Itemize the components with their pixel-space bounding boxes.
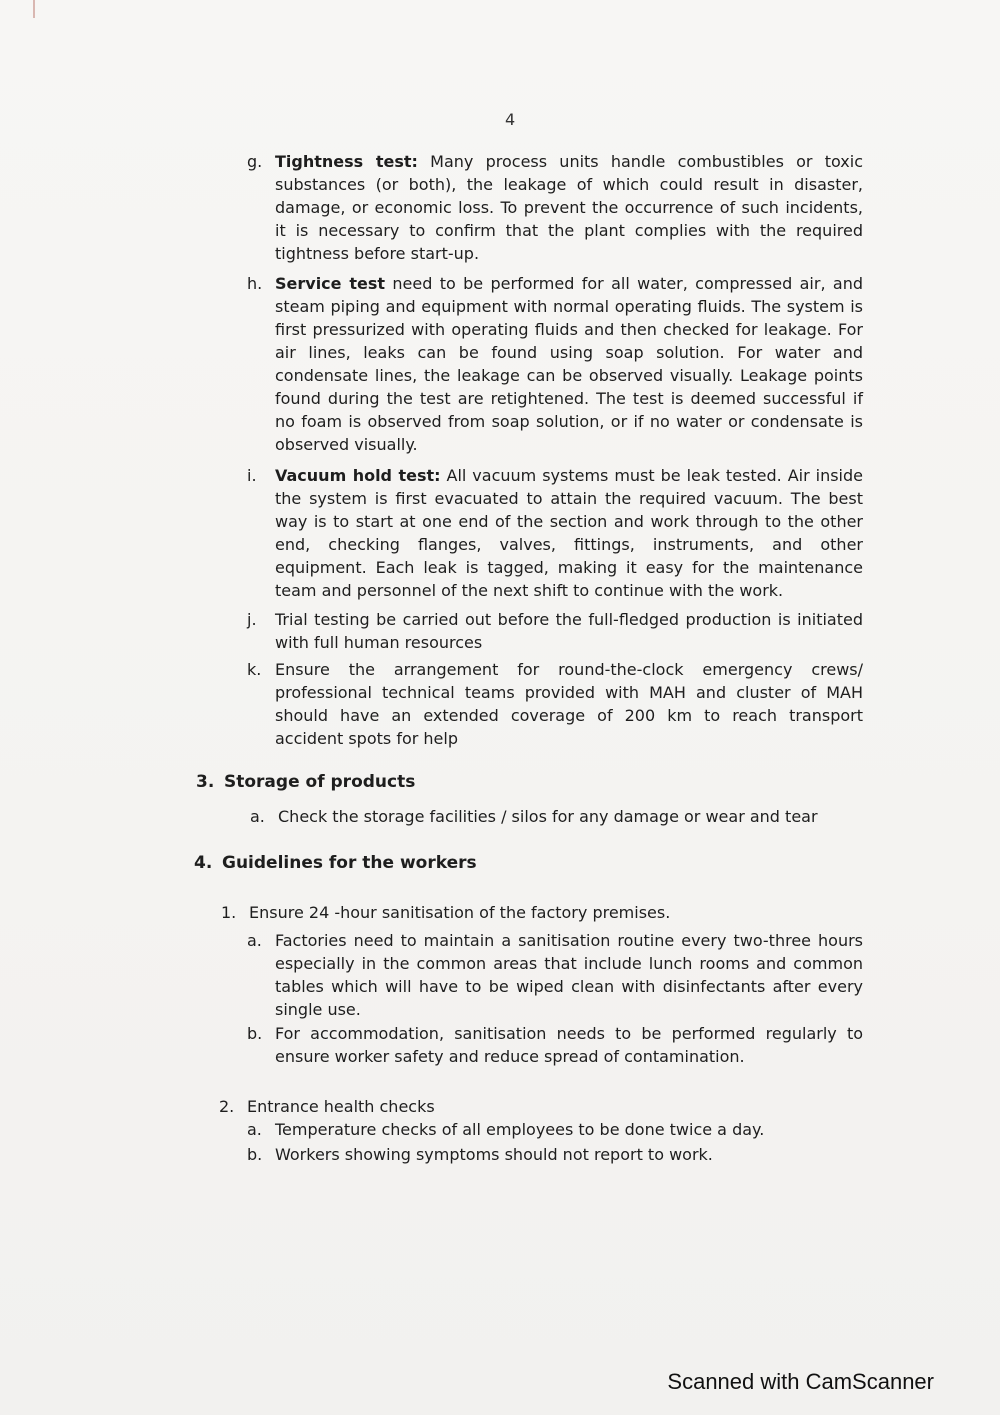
list-marker: a. — [250, 807, 265, 826]
section-4-item-2a — [247, 1118, 863, 1141]
list-item-content: Entrance health checks — [247, 1097, 435, 1116]
list-item-content — [275, 150, 863, 265]
section-4-item-2 — [219, 1095, 859, 1118]
list-item-i — [247, 464, 863, 602]
scanner-watermark: Scanned with CamScanner — [667, 1369, 934, 1394]
list-item-content: Workers showing symptoms should not report to work. — [275, 1145, 713, 1164]
list-marker: k. — [247, 660, 262, 679]
term-description: need to be performed for all water, compressed air, and steam piping and equipment with normal operating fluids. The system is first pressurized with operating fluids and then checked for leakage. For air lines, leaks can be found using soap solution. For water and condensate lines, the leakage can be observed visually. Leakage points found during the test are retightened. The test is deemed successful if no foam is observed from soap solution, or if no water or condensate is observed visually. — [275, 274, 863, 454]
section-4-item-1a — [247, 929, 863, 1021]
list-marker: b. — [247, 1145, 263, 1164]
list-item-h — [247, 272, 863, 456]
section-number: 3. — [196, 772, 215, 792]
list-item-content: Ensure 24 -hour sanitisation of the factory premises. — [249, 903, 671, 922]
list-marker: h. — [247, 274, 263, 293]
section-3-heading — [196, 772, 415, 792]
section-4-item-1b — [247, 1022, 863, 1068]
list-item-content: Temperature checks of all employees to be done twice a day. — [275, 1120, 765, 1139]
term-description: All vacuum systems must be leak tested. Air inside the system is first evacuated to attain the required vacuum. The best way is to start at one end of the section and work through to the other end, checking flanges, valves, fittings, instruments, and other equipment. Each leak is tagged, making it easy for the maintenance team and personnel of the next shift to continue with the work. — [275, 466, 863, 600]
list-marker: 1. — [221, 903, 237, 922]
list-marker: a. — [247, 931, 262, 950]
list-item-content: Factories need to maintain a sanitisation routine every two-three hours especially in the common areas that include lunch rooms and common tables which will have to be wiped clean with disinfectants after every single use. — [275, 931, 863, 1019]
section-3-item-a — [250, 805, 850, 828]
list-item-content — [275, 464, 863, 602]
section-title: Guidelines for the workers — [222, 853, 477, 873]
list-marker: g. — [247, 152, 263, 171]
list-marker: j. — [247, 610, 257, 629]
section-4-item-2b — [247, 1143, 863, 1166]
list-item-k — [247, 658, 863, 750]
term-label: Vacuum hold test: — [275, 466, 441, 485]
list-item-content: For accommodation, sanitisation needs to be performed regularly to ensure worker safety and reduce spread of contamination. — [275, 1024, 863, 1066]
list-marker: b. — [247, 1024, 263, 1043]
section-number: 4. — [194, 853, 213, 873]
list-marker: a. — [247, 1120, 262, 1139]
scan-edge-mark — [33, 0, 35, 18]
section-4-item-1 — [221, 901, 861, 924]
section-4-heading — [194, 853, 477, 873]
page-number: 4 — [505, 110, 516, 129]
list-item-content — [275, 272, 863, 456]
list-item-content: Check the storage facilities / silos for any damage or wear and tear — [278, 807, 818, 826]
list-item-content: Ensure the arrangement for round-the-clock emergency crews/ professional technical teams provided with MAH and cluster of MAH should have an extended coverage of 200 km to reach transport accident spots for help — [275, 660, 863, 748]
list-marker: i. — [247, 466, 257, 485]
list-marker: 2. — [219, 1097, 235, 1116]
list-item-g — [247, 150, 863, 265]
list-item-content: Trial testing be carried out before the full-fledged production is initiated with full human resources — [275, 610, 863, 652]
section-title: Storage of products — [224, 772, 416, 792]
list-item-j — [247, 608, 863, 654]
term-label: Tightness test: — [275, 152, 418, 171]
term-label: Service test — [275, 274, 386, 293]
term-description: Many process units handle combustibles or toxic substances (or both), the leakage of which could result in disaster, damage, or economic loss. To prevent the occurrence of such incidents, it is necessary to confirm that the plant complies with the required tightness before start-up. — [275, 152, 863, 263]
